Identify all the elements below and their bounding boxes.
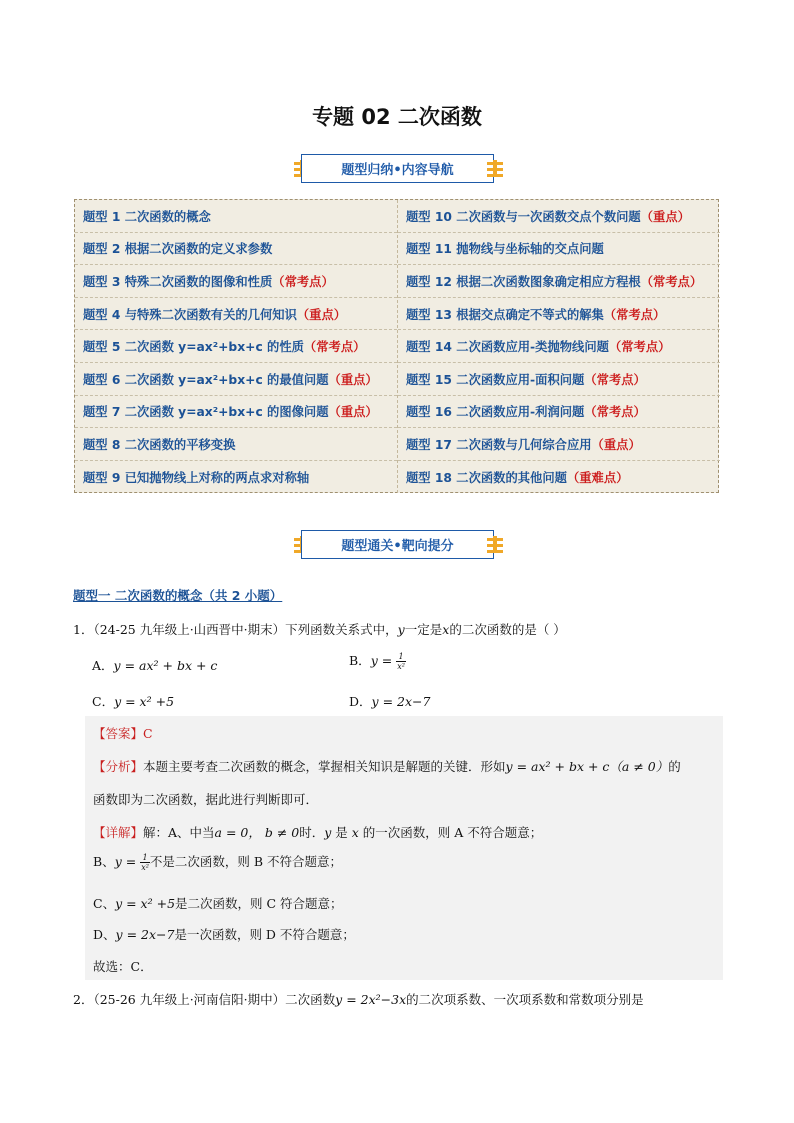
nav-item[interactable]: 题型 15 二次函数应用-面积问题 （常考点） [398,363,720,396]
nav-item[interactable]: 题型 17 二次函数与几何综合应用 （重点） [398,428,720,461]
nav-item[interactable]: 题型 6 二次函数 y=ax²+bx+c 的最值问题 （重点） [75,363,397,396]
answer-explanation-box [85,716,723,980]
detail-line: 【详解】解：A、中当a = 0， b ≠ 0时．y 是 x 的一次函数，则 A 不符合题意； [93,825,543,840]
nav-item[interactable]: 题型 12 根据二次函数图象确定相应方程根 （常考点） [398,265,720,298]
section-heading: 题型一 二次函数的概念（共 2 小题） [73,588,283,603]
banner-label: 题型归纳•内容导航 [301,154,494,183]
nav-item[interactable]: 题型 1 二次函数的概念 [75,200,397,233]
detail-line-c: C、y = x² +5是二次函数，则 C 符合题意； [93,896,343,911]
nav-item[interactable]: 题型 9 已知抛物线上对称的两点求对称轴 [83,471,310,486]
analysis-line: 【分析】本题主要考查二次函数的概念，掌握相关知识是解题的关键．形如y = ax² + bx + c（a ≠ 0）的 [93,759,681,774]
analysis-line-2: 函数即为二次函数，据此进行判断即可． [93,792,319,807]
topic-navigation-table [74,199,719,493]
nav-item[interactable]: 题型 14 二次函数应用-类抛物线问题 （常考点） [398,330,720,363]
section-banner-navigation [294,154,503,185]
nav-item[interactable]: 题型 10 二次函数与一次函数交点个数问题 （重点） [398,200,720,233]
fraction: $\frac{1}{\text{x²}}$ [141,853,149,872]
option-a[interactable]: A．y = ax² + bx + c [92,658,218,673]
answer-line: 【答案】C [93,726,153,741]
nav-column-right [397,200,720,493]
conclusion-line: 故选：C． [93,959,153,974]
section-banner-practice [294,530,503,561]
nav-item[interactable]: 题型 16 二次函数应用-利润问题 （常考点） [398,396,720,429]
nav-item[interactable]: 题型 4 与特殊二次函数有关的几何知识 （重点） [75,298,397,331]
banner-label: 题型通关•靶向提分 [301,530,494,559]
question-2: 2．（25-26 九年级上·河南信阳·期中）二次函数y = 2x²−3x的二次项系数、一次项系数和常数项分别是 [73,992,644,1007]
nav-item[interactable]: 题型 18 二次函数的其他问题 （重难点） [406,471,629,486]
nav-item[interactable]: 题型 3 特殊二次函数的图像和性质 （常考点） [75,265,397,298]
question-1: 1．（24-25 九年级上·山西晋中·期末）下列函数关系式中，y一定是x的二次函数的是（ ） [73,622,566,637]
detail-line-d: D、y = 2x−7是一次函数，则 D 不符合题意； [93,927,355,942]
fraction: $\frac{1}{\text{x²}}$ [397,652,405,671]
nav-column-left [75,200,397,493]
nav-item[interactable]: 题型 7 二次函数 y=ax²+bx+c 的图像问题 （重点） [75,396,397,429]
nav-item[interactable]: 题型 5 二次函数 y=ax²+bx+c 的性质 （常考点） [75,330,397,363]
page-title: 专题 02 二次函数 [312,105,482,129]
nav-item[interactable]: 题型 8 二次函数的平移变换 [75,428,397,461]
option-b[interactable]: B．y = $\frac{1}{\text{x²}}$ [349,652,405,671]
option-d[interactable]: D．y = 2x−7 [349,694,431,709]
nav-item[interactable]: 题型 11 抛物线与坐标轴的交点问题 [398,233,720,266]
option-c[interactable]: C．y = x² +5 [92,694,175,709]
nav-item[interactable]: 题型 13 根据交点确定不等式的解集 （常考点） [398,298,720,331]
nav-item[interactable]: 题型 2 根据二次函数的定义求参数 [75,233,397,266]
banner-ornament-icon [487,536,503,553]
detail-line-b: B、y = $\frac{1}{\text{x²}}$ 不是二次函数，则 B 不符合题意； [93,853,343,872]
banner-ornament-icon [487,160,503,177]
